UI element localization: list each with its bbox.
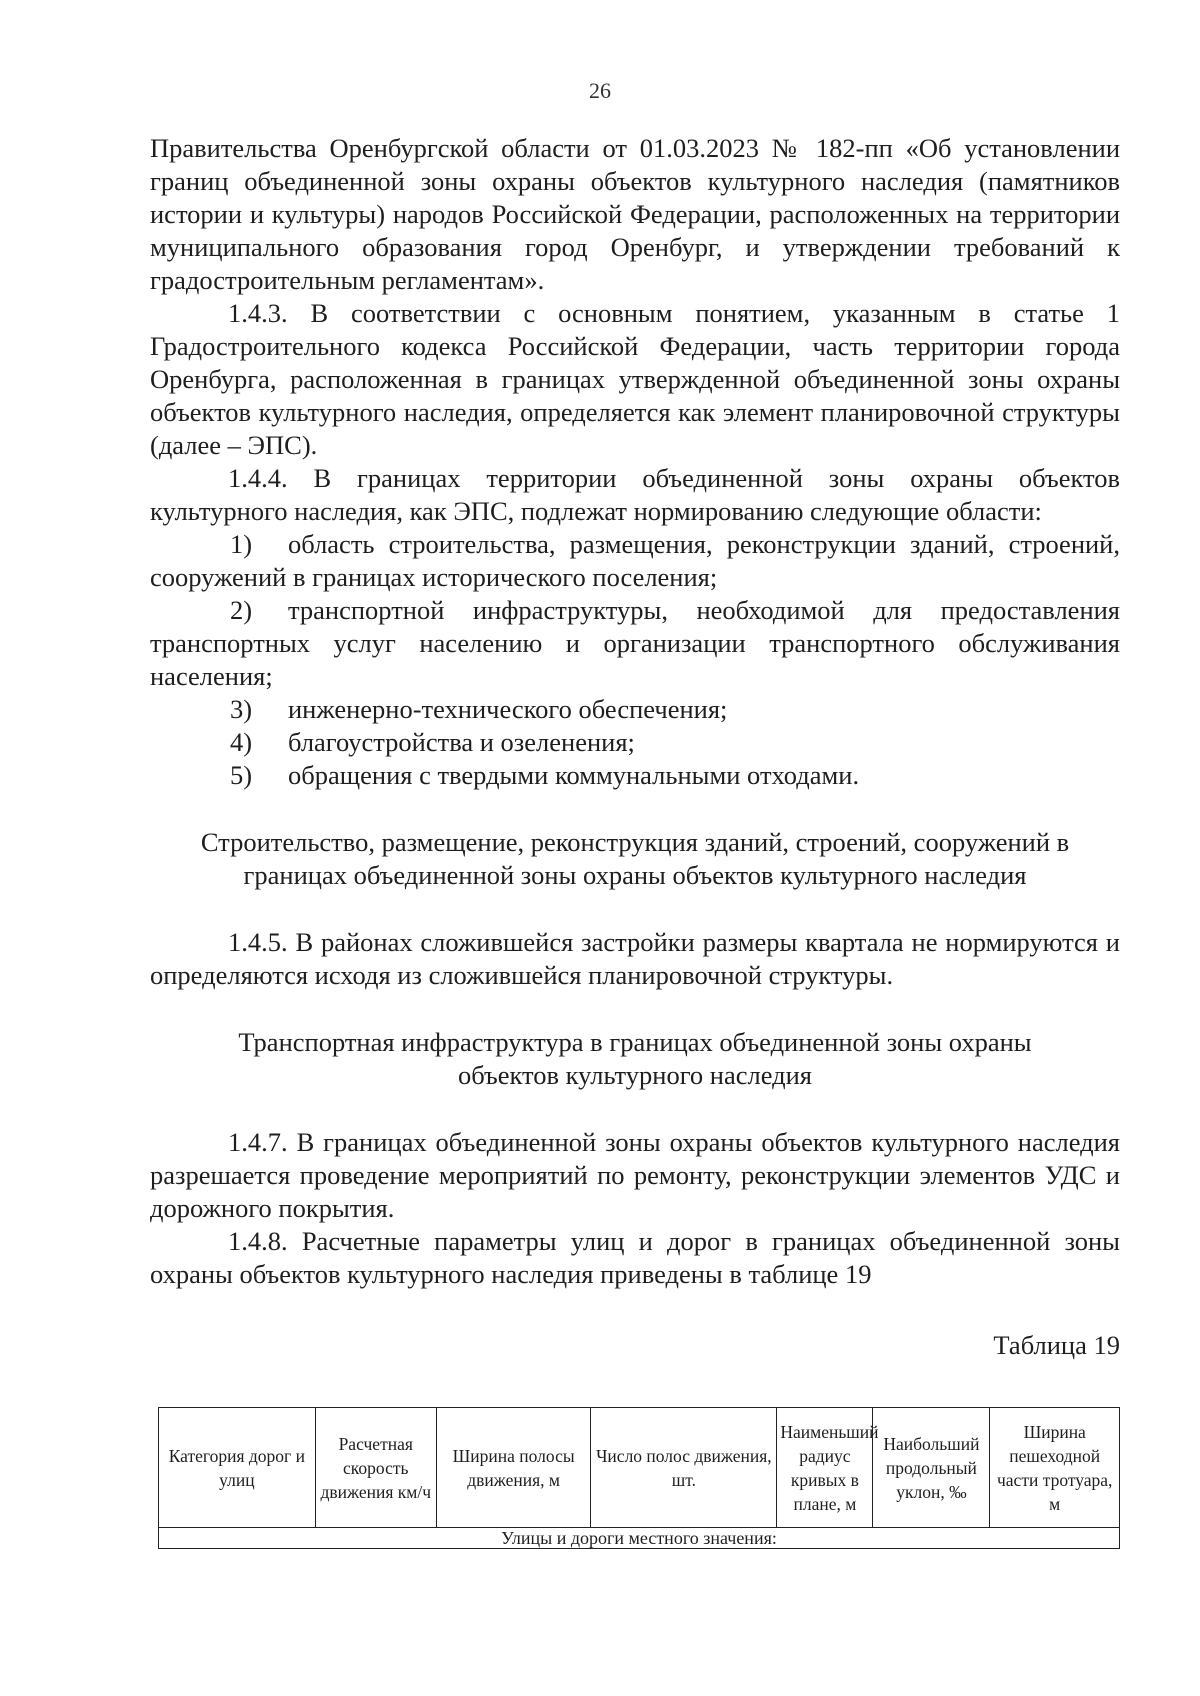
paragraph-1-4-4: 1.4.4. В границах территории объединенной зоны охраны объектов культурного наследия, как ЭПС, подлежат нормированию следующие области:	[150, 463, 1120, 526]
section-heading-transport: Транспортная инфраструктура в границах объединенной зоны охраны объектов культурного наследия	[238, 1027, 1032, 1090]
paragraph-1-4-5: 1.4.5. В районах сложившейся застройки размеры квартала не нормируются и определяются исходя из сложившейся планировочной структуры.	[150, 927, 1120, 990]
table-section-cell: Улицы и дороги местного значения:	[159, 1528, 1120, 1549]
table-header-cell: Число полос движения, шт.	[591, 1408, 777, 1528]
page-number: 26	[589, 78, 611, 103]
paragraph-1-4-3: 1.4.3. В соответствии с основным понятием, указанным в статье 1 Градостроительного кодекса Российской Федерации, часть территории города Оренбурга, расположенная в границах утвержденной объединенной зоны охраны объектов культурного наследия, определяется как элемент планировочной структуры (далее – ЭПС).	[150, 298, 1120, 460]
table-header-cell: Ширина пешеходной части тротуара, м	[990, 1408, 1120, 1528]
table-header-cell: Наибольший продольный уклон, ‰	[873, 1408, 990, 1528]
list-number: 4)	[230, 727, 253, 757]
table-header-cell: Наименьший радиус кривых в плане, м	[777, 1408, 873, 1528]
parameters-table	[158, 1407, 1120, 1549]
table-header-cell: Расчетная скорость движения км/ч	[315, 1408, 436, 1528]
table-row	[159, 1528, 1120, 1549]
list-number: 2)	[230, 595, 253, 625]
list-item	[150, 693, 1120, 726]
paragraph-1-4-8: 1.4.8. Расчетные параметры улиц и дорог в границах объединенной зоны охраны объектов культурного наследия приведены в таблице 19	[150, 1226, 1120, 1289]
list-text: благоустройства и озеленения;	[288, 727, 635, 757]
list-text: обращения с твердыми коммунальными отходами.	[288, 760, 860, 790]
list-item	[150, 528, 1120, 594]
list-number: 3)	[230, 694, 253, 724]
table-header-cell: Категория дорог и улиц	[159, 1408, 316, 1528]
table-header-cell: Ширина полосы движения, м	[436, 1408, 591, 1528]
list-item	[150, 594, 1120, 693]
list-number: 1)	[230, 529, 253, 559]
table-caption: Таблица 19	[993, 1330, 1120, 1360]
list-item	[150, 759, 1120, 792]
paragraph-1-4-7: 1.4.7. В границах объединенной зоны охраны объектов культурного наследия разрешается проведение мероприятий по ремонту, реконструкции элементов УДС и дорожного покрытия.	[150, 1127, 1120, 1223]
paragraph-continuation: Правительства Оренбургской области от 01.03.2023 № 182-пп «Об установлении границ объединенной зоны охраны объектов культурного наследия (памятников истории и культуры) народов Российской Федерации, расположенных на территории муниципального образования город Оренбург, и утверждении требований к градостроительным регламентам».	[150, 133, 1120, 295]
document-body	[150, 132, 1120, 1362]
list-text: область строительства, размещения, реконструкции зданий, строений, сооружений в границах исторического поселения;	[150, 529, 1120, 592]
list-text: инженерно-технического обеспечения;	[288, 694, 728, 724]
list-number: 5)	[230, 760, 253, 790]
section-heading-construction: Строительство, размещение, реконструкция зданий, строений, сооружений в границах объединенной зоны охраны объектов культурного наследия	[200, 827, 1070, 890]
table-header-row	[159, 1408, 1120, 1528]
list-item	[150, 726, 1120, 759]
list-text: транспортной инфраструктуры, необходимой для предоставления транспортных услуг населению и организации транспортного обслуживания населения;	[150, 595, 1120, 691]
